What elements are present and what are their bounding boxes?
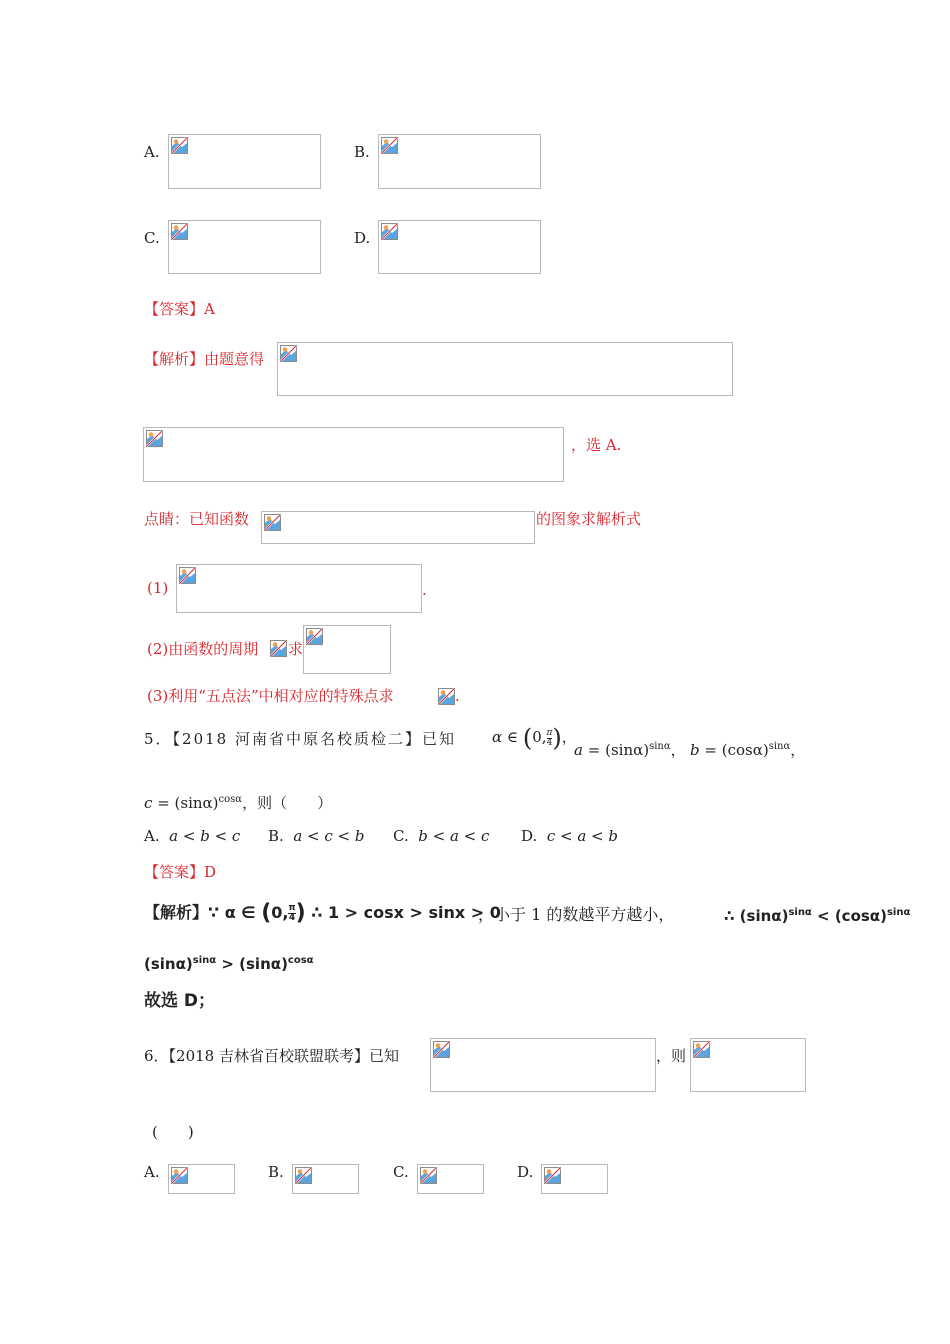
q5-conclusion: 故选 D； [144,991,216,1011]
broken-image-icon [146,430,163,447]
answer-label: 【答案】 [144,300,205,318]
option-c-image [168,220,321,274]
q5-answer: 【答案】D [144,863,217,881]
broken-image-icon [171,223,188,240]
q6-option-d-image [541,1164,608,1194]
broken-image-icon [544,1167,561,1184]
tip-text-1: 已知函数 [189,510,250,528]
q6-option-d-label: D. [517,1163,534,1181]
broken-image-icon [433,1041,450,1058]
tip-text-2: 的图象求解析式 [536,510,642,528]
interval-left: 0, [532,728,547,746]
broken-image-icon [693,1041,710,1058]
q5-c-def: $c = (\sin\alpha)^{cos\alpha}$，则（ ） [144,794,333,812]
option-b-image [378,134,541,189]
step-1-end: . [422,581,427,599]
q5-then: ，则（ ） [242,794,333,812]
q5-choice-b: B. a < c < b [268,827,365,845]
q5-choice-a: A. a < b < c [144,827,241,845]
option-b-label: B. [354,143,370,161]
q6-option-c-image [417,1164,484,1194]
broken-image-icon [171,1167,188,1184]
broken-image-icon [179,567,196,584]
q5-analysis-note: ，小于 1 的数越平方越小， [478,905,675,924]
broken-image-icon [270,640,287,657]
q5-condition: α ∈ (0, $\frac{\pi}{4}$ )， [492,724,577,752]
answer-value: A [204,300,215,318]
q6-number: 6． [144,1047,169,1065]
q6-option-a-label: A. [144,1163,160,1181]
analysis-text: 由题意得 [204,350,265,368]
step-2-text-b: 求 [288,640,304,658]
broken-image-icon [438,688,455,705]
tip-label: 点睛： [144,510,190,528]
sep-1: ， [561,728,577,746]
q6-paren: ( ) [152,1123,194,1141]
broken-image-icon [171,137,188,154]
option-d-image [378,220,541,274]
broken-image-icon [381,223,398,240]
q5-known: 已知 [422,730,457,748]
option-d-label: D. [354,229,371,247]
broken-image-icon [420,1167,437,1184]
step-1-label: (1) [147,579,169,597]
in-symbol: ∈ [506,728,519,746]
broken-image-icon [264,514,281,531]
q6-target-image [690,1038,806,1092]
q5-number: 5． [144,730,173,748]
q6-option-b-label: B. [268,1163,284,1181]
analysis-label: 【解析】 [144,350,205,368]
option-a-image [168,134,321,189]
step-3-text: (3)利用“五点法”中相对应的特殊点求 [147,687,394,705]
option-a-label: A. [144,143,160,161]
q5-analysis-result-1: ∴ $(\sin\alpha)^{sin\alpha} < (\cos\alpha)^{sin\alpha}$ [724,907,911,925]
q6-known: 已知 [369,1047,400,1065]
step-2-image [303,625,391,674]
step-3-end: . [455,687,460,705]
step-1-image [176,564,422,613]
q6-option-b-image [292,1164,359,1194]
tip-function-image [261,511,535,544]
q6-then: ，则 [656,1047,687,1065]
choose-text: ，选 A. [571,436,622,454]
broken-image-icon [295,1167,312,1184]
analysis-formula-image [277,342,733,396]
q5-choice-c: C. b < a < c [393,827,490,845]
pi-over-four: $\frac{\pi}{4}$ [546,727,553,748]
analysis-formula-image-2 [143,427,564,482]
q5-b-def: $b = (\cos\alpha)^{sin\alpha}$， [690,741,806,759]
q4-analysis [144,349,264,369]
q5-header [144,729,456,749]
q5-analysis-line-1: 【解析】∵ α ∈ (0, $\frac{\pi}{4}$ ) ∴ 1 > cosx > sinx > 0 [144,900,501,926]
tip-line [144,509,249,529]
q5-a-def: $a = (\sin\alpha)^{sin\alpha}$， [574,741,686,759]
q6-condition-image [430,1038,656,1092]
q6-option-a-image [168,1164,235,1194]
q6-source: 【2018 吉林省百校联盟联考】 [168,1047,369,1065]
answer-value: D [204,863,217,881]
option-c-label: C. [144,229,160,247]
q5-source: 【2018 河南省中原名校质检二】 [172,730,422,748]
q6-header [144,1046,399,1066]
alpha-symbol: α [492,728,503,746]
q5-analysis-result-2: $(\sin\alpha)^{sin\alpha} > (\sin\alpha)^{cos\alpha}$ [144,955,314,973]
q6-option-c-label: C. [393,1163,409,1181]
q5-choice-d: D. c < a < b [521,827,618,845]
broken-image-icon [306,628,323,645]
broken-image-icon [280,345,297,362]
broken-image-icon [381,137,398,154]
q4-answer [144,299,215,319]
step-2-text: (2)由函数的周期 [147,640,259,658]
